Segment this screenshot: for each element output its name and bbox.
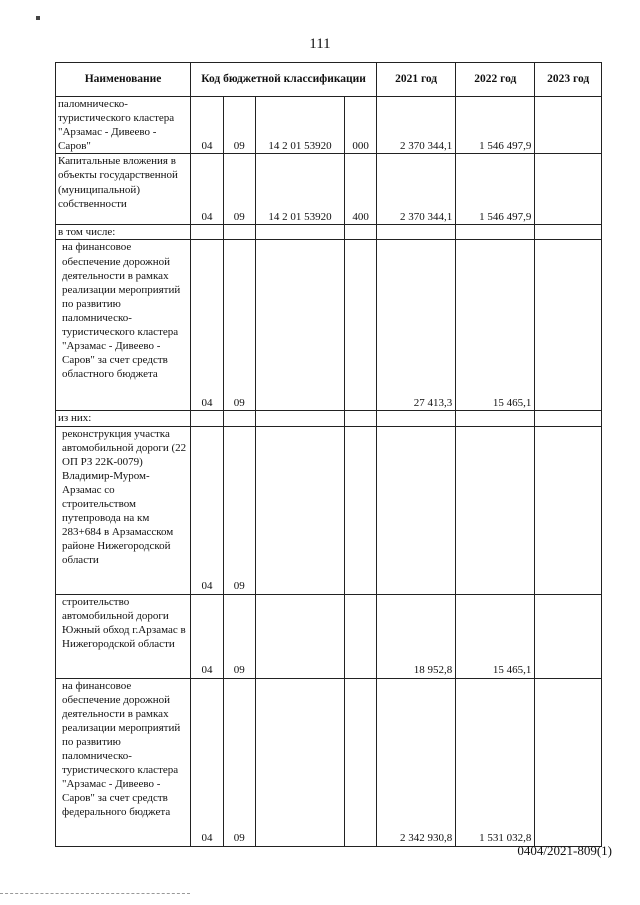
row-2021 [377, 426, 456, 594]
scan-artifact-line [0, 893, 190, 894]
row-2022: 1 546 497,9 [456, 97, 535, 154]
row-2023 [535, 240, 602, 411]
table-row [56, 594, 602, 678]
row-target-code [255, 594, 345, 678]
row-2021: 18 952,8 [377, 594, 456, 678]
row-target-code [255, 426, 345, 594]
row-section [191, 411, 224, 426]
table-row [56, 240, 602, 411]
row-subsection [223, 411, 255, 426]
row-section: 04 [191, 154, 224, 225]
row-2023 [535, 154, 602, 225]
row-2023 [535, 426, 602, 594]
row-2022 [456, 225, 535, 240]
row-subsection: 09 [223, 240, 255, 411]
row-section: 04 [191, 678, 224, 846]
row-2021: 2 370 344,1 [377, 154, 456, 225]
row-expense-type [345, 240, 377, 411]
header-row [56, 63, 602, 97]
header-2022: 2022 год [456, 63, 535, 97]
table-row [56, 678, 602, 846]
row-target-code [255, 225, 345, 240]
page-number: 111 [309, 36, 331, 52]
row-name: реконструкция участка автомобильной дороги (22 ОП РЗ 22К-0079) Владимир-Муром-Арзамас со строительством путепровода на км 283+684 в Арзамасском районе Нижегородской области [56, 426, 191, 594]
table-row [56, 426, 602, 594]
header-2023: 2023 год [535, 63, 602, 97]
header-name: Наименование [56, 63, 191, 97]
row-name: строительство автомобильной дороги Южный обход г.Арзамас в Нижегородской области [56, 594, 191, 678]
row-expense-type [345, 411, 377, 426]
header-code: Код бюджетной классификации [191, 63, 377, 97]
row-2022: 15 465,1 [456, 594, 535, 678]
row-2022 [456, 411, 535, 426]
row-target-code: 14 2 01 53920 [255, 154, 345, 225]
row-expense-type: 400 [345, 154, 377, 225]
row-expense-type [345, 426, 377, 594]
header-2021: 2021 год [377, 63, 456, 97]
row-section: 04 [191, 240, 224, 411]
row-expense-type: 000 [345, 97, 377, 154]
table-row [56, 154, 602, 225]
row-target-code [255, 678, 345, 846]
row-2021: 2 370 344,1 [377, 97, 456, 154]
row-section: 04 [191, 97, 224, 154]
row-2023 [535, 225, 602, 240]
row-2023 [535, 594, 602, 678]
row-subsection: 09 [223, 97, 255, 154]
row-target-code: 14 2 01 53920 [255, 97, 345, 154]
row-2021 [377, 225, 456, 240]
binder-mark [36, 16, 40, 20]
row-target-code [255, 240, 345, 411]
row-2023 [535, 97, 602, 154]
row-subsection: 09 [223, 154, 255, 225]
row-2022: 15 465,1 [456, 240, 535, 411]
row-section: 04 [191, 426, 224, 594]
row-2022 [456, 426, 535, 594]
row-section: 04 [191, 594, 224, 678]
row-subsection: 09 [223, 678, 255, 846]
row-2023 [535, 678, 602, 846]
row-name: паломническо-туристического кластера "Арзамас - Дивеево - Саров" [56, 97, 191, 154]
table-row [56, 97, 602, 154]
row-name: Капитальные вложения в объекты государственной (муниципальной) собственности [56, 154, 191, 225]
budget-table [55, 62, 602, 847]
row-2022: 1 546 497,9 [456, 154, 535, 225]
row-subsection [223, 225, 255, 240]
row-expense-type [345, 225, 377, 240]
row-expense-type [345, 678, 377, 846]
row-name: на финансовое обеспечение дорожной деятельности в рамках реализации мероприятий по развитию паломническо-туристического кластера "Арзамас - Дивеево - Саров" за счет средств областного бюджета [56, 240, 191, 411]
row-subsection: 09 [223, 426, 255, 594]
row-expense-type [345, 594, 377, 678]
table-row [56, 225, 602, 240]
table-row [56, 411, 602, 426]
row-2022: 1 531 032,8 [456, 678, 535, 846]
row-2021: 2 342 930,8 [377, 678, 456, 846]
row-target-code [255, 411, 345, 426]
row-2023 [535, 411, 602, 426]
document-code: 0404/2021-809(1) [517, 843, 612, 858]
row-name: из них: [56, 411, 191, 426]
row-name: в том числе: [56, 225, 191, 240]
row-section [191, 225, 224, 240]
row-2021 [377, 411, 456, 426]
row-subsection: 09 [223, 594, 255, 678]
row-name: на финансовое обеспечение дорожной деятельности в рамках реализации мероприятий по развитию паломническо-туристического кластера "Арзамас - Дивеево - Саров" за счет средств федерального бюджета [56, 678, 191, 846]
row-2021: 27 413,3 [377, 240, 456, 411]
